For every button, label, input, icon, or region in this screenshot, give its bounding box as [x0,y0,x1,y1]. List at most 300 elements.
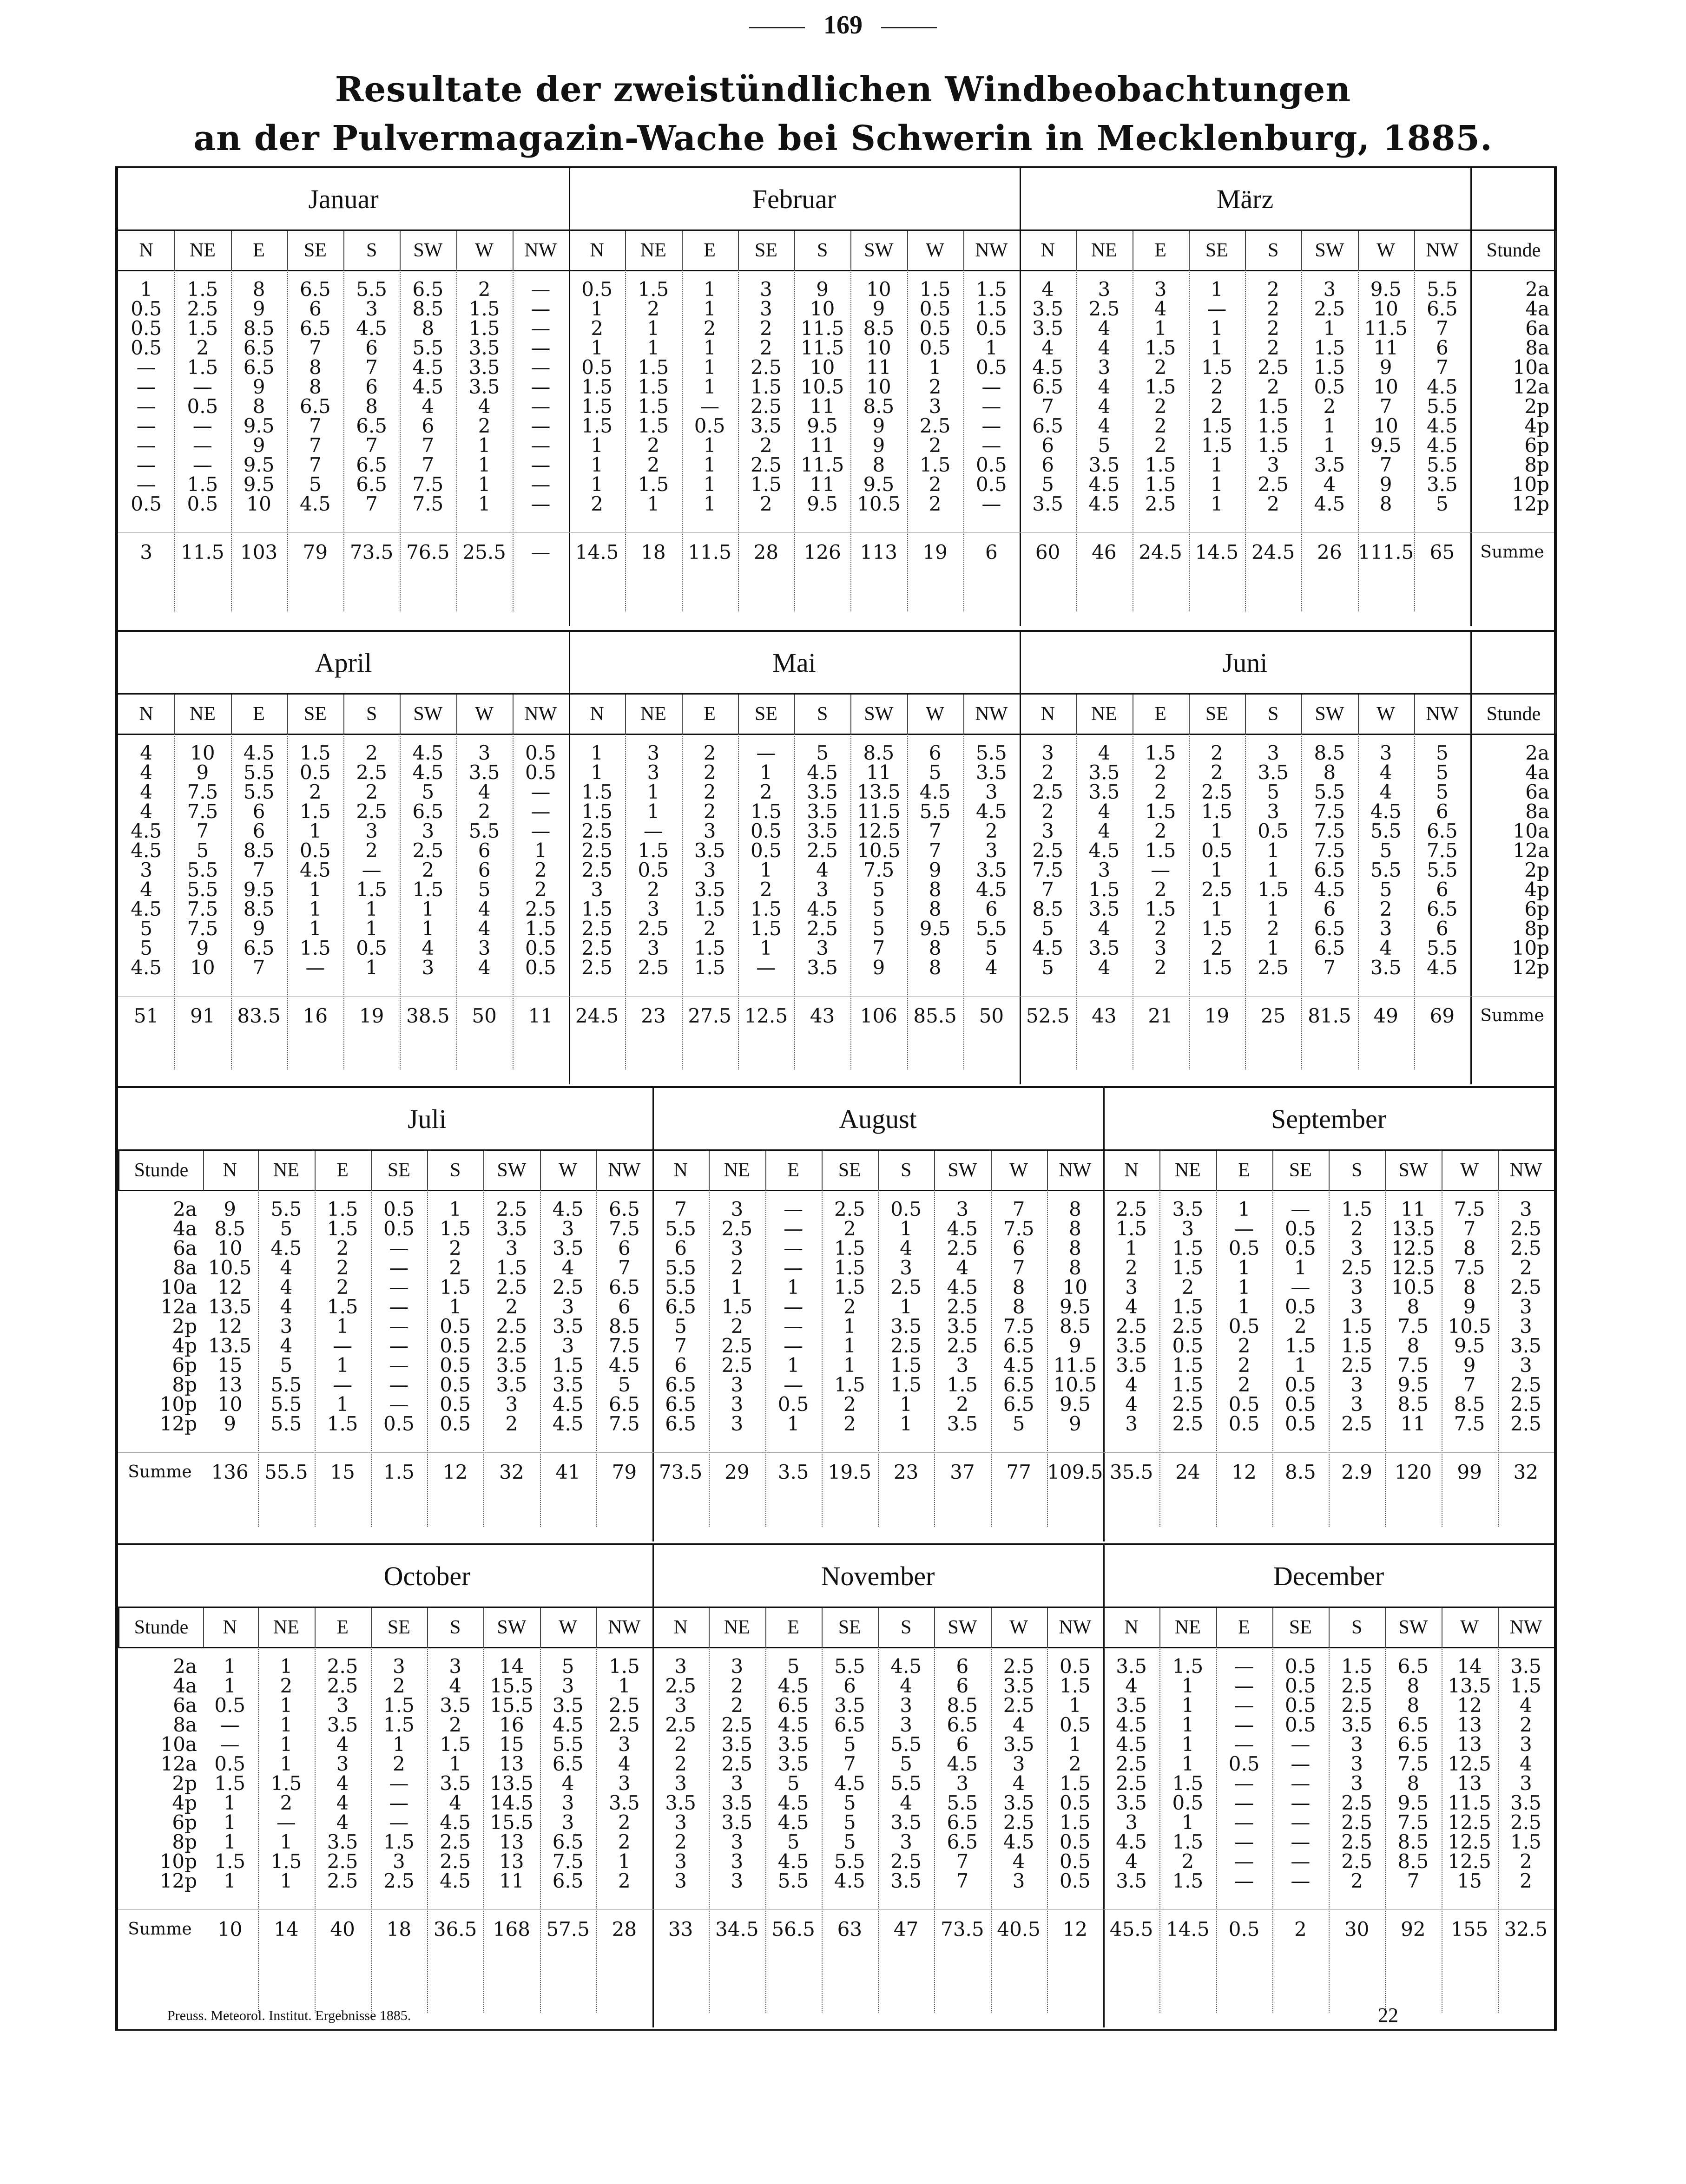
table-cell: 2.5 [581,937,613,959]
direction-header: W [456,231,514,270]
table-cell: 1.5 [750,800,782,823]
table-cell: 3.5 [1116,1655,1147,1678]
table-cell: 7 [365,434,378,457]
table-cell: 2.5 [383,1869,415,1892]
table-cell: 4 [1125,1373,1138,1396]
direction-header: SE [1189,231,1246,270]
table-cell: 3 [1520,1315,1532,1338]
table-cell: 6.5 [1426,297,1458,320]
table-cell: 4.5 [608,1354,640,1377]
page-subtitle: an der Pulvermagazin-Wache bei Schwerin in Mecklenburg, 1885. [193,118,1493,158]
table-cell: 4 [561,1256,574,1279]
table-cell: 2 [280,1791,293,1814]
table-cell: 1 [703,356,716,379]
direction-header: S [343,695,401,734]
table-cell: 1 [703,375,716,398]
table-cell: 1.5 [581,414,613,437]
table-cell: 2.5 [1510,1412,1541,1435]
table-cell: 4.5 [890,1655,922,1678]
sum-cell: 55.5 [264,1461,308,1483]
table-cell: 10 [866,336,891,359]
direction-header: SE [287,695,344,734]
table-cell: 0.5 [750,820,782,842]
table-cell: 5.5 [552,1733,584,1756]
table-cell: 3 [674,1869,687,1892]
table-cell: 9 [872,434,885,457]
table-cell: 2 [1267,278,1279,301]
table-cell: 3.5 [468,761,500,784]
direction-header: E [682,695,739,734]
table-cell: 1.5 [1145,473,1176,496]
table-cell: 5 [280,1217,293,1240]
table-cell: 4.5 [947,1217,978,1240]
sum-cell: 81.5 [1308,1004,1351,1027]
table-cell: 3.5 [496,1217,527,1240]
table-cell: 4.5 [1116,1713,1147,1736]
table-cell: — [136,414,156,437]
table-cell: 0.5 [1059,1850,1091,1873]
sum-cell: 32 [499,1461,524,1483]
table-cell: 7 [956,1869,969,1892]
direction-header: SW [1301,695,1358,734]
table-cell: 2 [1041,761,1054,784]
table-cell: 3 [591,878,603,901]
table-cell: 3 [1379,741,1392,764]
table-cell: 2.5 [1003,1655,1034,1678]
table-cell: 1 [478,453,491,476]
table-cell: 1.5 [1145,375,1176,398]
direction-header: NE [1076,695,1133,734]
sum-cell: 25.5 [462,541,506,564]
table-cell: 2.5 [1341,1811,1373,1834]
table-cell: 8.5 [947,1694,978,1717]
column-divider [1272,1646,1273,2013]
table-cell: 1.5 [1172,1869,1204,1892]
table-cell: 1.5 [552,1354,584,1377]
table-cell: — [362,859,382,881]
sum-row-divider [118,996,1554,997]
table-cell: 1.5 [440,1276,471,1299]
table-cell: 9 [872,297,885,320]
table-cell: 3 [365,297,378,320]
direction-header: NW [1414,231,1472,270]
table-cell: 1.5 [299,800,331,823]
table-cell: 1.5 [327,1198,358,1220]
direction-header: SE [371,1608,428,1647]
table-cell: 1.5 [327,1217,358,1240]
table-cell: 1 [449,1295,461,1318]
table-cell: 7.5 [1397,1315,1429,1338]
table-cell: 7 [1379,453,1392,476]
table-cell: — [1234,1772,1254,1795]
table-cell: 2.5 [638,956,669,979]
table-cell: 0.5 [525,937,556,959]
table-cell: 1 [449,1198,461,1220]
table-cell: — [136,356,156,379]
column-divider [1076,732,1077,1069]
table-cell: — [1234,1791,1254,1814]
table-cell: 10.5 [1448,1315,1491,1338]
table-cell: 8 [1407,1674,1420,1697]
column-divider [794,732,795,1069]
table-cell: 11.5 [800,336,844,359]
table-cell: 4 [280,1276,293,1299]
table-cell: 3 [1520,1295,1532,1318]
sum-cell: 32 [1513,1461,1539,1483]
table-cell: 10 [246,492,271,515]
table-cell: — [531,492,551,515]
table-cell: — [389,1237,409,1259]
table-cell: 4 [1125,1850,1138,1873]
table-cell: 6 [618,1295,631,1318]
table-cell: 1.5 [581,780,613,803]
stunde-header: Stunde [1470,695,1556,734]
table-cell: 6.5 [356,414,388,437]
table-cell: 2 [449,1713,461,1736]
table-cell: 1 [1238,1256,1251,1279]
table-cell: 6.5 [1397,1655,1429,1678]
direction-header: N [202,1608,259,1647]
hour-label: 6p [172,1354,197,1377]
table-cell: — [192,414,212,437]
table-cell: — [276,1811,296,1834]
table-cell: 6.5 [552,1830,584,1853]
table-cell: 4.5 [131,820,162,842]
table-cell: 1.5 [750,898,782,920]
table-cell: 0.5 [638,859,669,881]
table-cell: 8 [252,278,265,301]
column-divider [738,269,739,611]
table-cell: 4.5 [131,839,162,862]
table-cell: 1.5 [975,297,1007,320]
table-cell: 2 [336,1256,349,1279]
direction-header: E [765,1151,823,1190]
column-header-row [118,1149,1554,1191]
table-cell: 2 [1267,375,1279,398]
table-cell: 3.5 [975,761,1007,784]
table-cell: 4.5 [834,1772,865,1795]
table-cell: 0.5 [1228,1393,1260,1416]
table-cell: — [784,1295,803,1318]
table-cell: 3 [956,1198,969,1220]
table-cell: 3.5 [807,800,838,823]
table-cell: 4 [1154,297,1167,320]
table-cell: 4.5 [975,878,1007,901]
table-cell: 4.5 [777,1674,809,1697]
direction-header: N [652,1151,710,1190]
table-cell: 8 [1069,1237,1081,1259]
table-cell: 8.5 [243,898,275,920]
table-cell: 1 [1267,898,1279,920]
table-cell: 9.5 [1059,1295,1091,1318]
sum-cell: 0.5 [1228,1918,1260,1941]
table-cell: — [389,1393,409,1416]
table-cell: 5 [1379,878,1392,901]
column-divider [343,732,344,1069]
table-cell: 5.5 [412,336,444,359]
table-cell: 1.5 [187,473,218,496]
table-cell: 7 [422,453,435,476]
table-cell: 3 [900,1694,912,1717]
table-cell: 4.5 [807,761,838,784]
sum-cell: 30 [1344,1918,1370,1941]
table-cell: 2.5 [890,1276,922,1299]
table-cell: 2 [365,839,378,862]
table-cell: 2 [703,317,716,340]
table-cell: 7 [1407,1869,1420,1892]
hour-label: 8a [1525,336,1549,359]
table-cell: 1 [280,1869,293,1892]
table-cell: — [531,278,551,301]
direction-header: SE [1189,695,1246,734]
table-cell: 3 [816,937,829,959]
table-cell: 3.5 [552,1373,584,1396]
month-name: Mai [569,632,1021,693]
table-cell: 3 [956,1772,969,1795]
table-cell: 3.5 [1088,937,1120,959]
column-divider [907,732,908,1069]
table-cell: 4.5 [1314,492,1345,515]
table-cell: 5 [787,1772,800,1795]
table-cell: 2.5 [1341,1830,1373,1853]
hour-label: 12p [159,1412,197,1435]
table-cell: 5 [561,1655,574,1678]
month-name: Juni [1020,632,1472,693]
table-cell: 1 [703,297,716,320]
direction-header: NE [174,231,231,270]
table-cell: 9 [1379,356,1392,379]
sum-cell: 113 [860,541,897,564]
table-cell: 4.5 [1426,414,1458,437]
table-cell: 11 [866,356,891,379]
table-cell: 3.5 [468,356,500,379]
table-cell: 0.5 [299,839,331,862]
table-cell: 2.5 [1510,1276,1541,1299]
sum-cell: 92 [1401,1918,1426,1941]
table-cell: 1 [1238,1198,1251,1220]
table-cell: 2 [731,1315,744,1338]
table-cell: 0.5 [440,1354,471,1377]
table-cell: 1.5 [1172,1354,1204,1377]
table-cell: 8 [1069,1217,1081,1240]
table-cell: 5 [1041,956,1054,979]
sum-row-divider [118,532,1554,533]
table-cell: 1 [1181,1752,1194,1775]
table-cell: 6.5 [665,1412,697,1435]
table-cell: 7.5 [187,898,218,920]
table-cell: 3.5 [694,839,725,862]
table-cell: 10 [1062,1276,1088,1299]
table-cell: 2.5 [608,1713,640,1736]
table-cell: 7.5 [412,473,444,496]
table-cell: 4 [422,395,435,418]
column-divider [963,269,964,611]
table-cell: 1 [760,761,772,784]
column-divider [934,1646,935,2013]
table-cell: 3.5 [552,1237,584,1259]
table-cell: 3 [336,1752,349,1775]
table-cell: — [784,1237,803,1259]
table-cell: 3.5 [496,1373,527,1396]
table-cell: 6 [1041,434,1054,457]
table-cell: 1.5 [214,1850,246,1873]
direction-header: SE [1272,1151,1330,1190]
table-cell: 11.5 [800,453,844,476]
table-cell: 4 [900,1674,912,1697]
direction-header: S [794,695,851,734]
table-cell: 3.5 [1116,1334,1147,1357]
table-cell: 5 [1098,434,1111,457]
table-cell: 9 [1463,1354,1476,1377]
table-cell: 5.5 [270,1198,302,1220]
sum-cell: 19 [359,1004,384,1027]
sum-cell: 11.5 [688,541,731,564]
table-cell: 0.5 [1284,1295,1316,1318]
direction-header: S [427,1151,484,1190]
direction-header: NW [963,695,1021,734]
table-cell: 2.5 [552,1276,584,1299]
column-divider [231,732,232,1069]
hour-label: 12p [1512,492,1549,515]
hour-label: 8a [173,1713,197,1736]
table-cell: 6.5 [1003,1334,1034,1357]
table-cell: 6.5 [1314,937,1345,959]
table-cell: 5.5 [975,917,1007,940]
table-cell: 4 [280,1295,293,1318]
table-cell: 1 [703,336,716,359]
table-cell: 5 [1041,473,1054,496]
column-divider [1272,1188,1273,1527]
table-cell: 9 [1379,473,1392,496]
table-cell: 2.5 [1341,1674,1373,1697]
table-cell: 3 [731,1198,744,1220]
table-cell: 1 [985,336,998,359]
table-cell: 1.5 [187,278,218,301]
table-cell: 0.5 [1228,1412,1260,1435]
table-cell: 1 [365,917,378,940]
table-cell: — [389,1295,409,1318]
direction-header: N [118,695,175,734]
table-cell: 1 [449,1752,461,1775]
table-cell: 1.5 [525,917,556,940]
column-divider [596,1646,597,2013]
table-cell: 6.5 [299,317,331,340]
table-cell: 0.5 [1284,1655,1316,1678]
direction-header: NE [1159,1608,1217,1647]
sum-cell: 14.5 [1195,541,1239,564]
table-cell: 8 [1407,1295,1420,1318]
table-cell: 5 [1012,1412,1025,1435]
table-cell: 7 [309,453,322,476]
table-cell: 7.5 [1454,1198,1485,1220]
table-cell: 0.5 [187,395,218,418]
column-divider [287,269,288,611]
table-cell: 2 [760,434,772,457]
direction-header: N [652,1608,710,1647]
direction-header: NE [625,695,682,734]
table-cell: 2.5 [1258,473,1289,496]
table-cell: 3.5 [947,1412,978,1435]
table-cell: — [389,1791,409,1814]
table-cell: 5 [1041,917,1054,940]
table-cell: 3.5 [721,1791,753,1814]
table-cell: 2.5 [947,1295,978,1318]
table-cell: 4.5 [552,1393,584,1416]
table-cell: 6 [1012,1237,1025,1259]
table-cell: 4 [478,898,491,920]
table-cell: 0.5 [383,1412,415,1435]
table-cell: 0.5 [131,297,162,320]
sum-cell: 85.5 [913,1004,957,1027]
column-divider [1329,1646,1330,2013]
table-cell: 3 [900,1830,912,1853]
table-cell: 2 [674,1752,687,1775]
table-cell: 1 [843,1315,856,1338]
table-cell: 12.5 [1391,1237,1435,1259]
table-cell: 1.5 [1258,434,1289,457]
hour-label: 2a [173,1198,197,1220]
table-cell: 2.5 [890,1850,922,1873]
table-cell: 5 [985,937,998,959]
sum-cell: 24.5 [575,1004,619,1027]
table-cell: 3 [760,297,772,320]
table-cell: 1 [1323,414,1336,437]
table-cell: 12.5 [1391,1256,1435,1279]
sum-cell: 63 [837,1918,863,1941]
direction-header: W [1442,1608,1499,1647]
table-cell: 3.5 [1088,453,1120,476]
column-divider [1245,732,1246,1069]
direction-header: SE [822,1608,879,1647]
table-cell: — [389,1315,409,1338]
direction-header: S [1329,1608,1386,1647]
table-cell: 8 [929,878,942,901]
table-cell: 1.5 [299,741,331,764]
direction-header: N [569,695,626,734]
table-cell: 2 [929,375,942,398]
sum-cell: 45.5 [1109,1918,1153,1941]
table-cell: 13.5 [490,1772,533,1795]
table-cell: 3 [561,1811,574,1834]
hour-label: 2a [1525,741,1549,764]
column-divider [258,1188,259,1527]
table-cell: 3 [731,1655,744,1678]
table-cell: 3 [985,839,998,862]
table-cell: 3 [731,1237,744,1259]
sum-cell: 15 [330,1461,355,1483]
table-cell: 1.5 [1314,336,1345,359]
table-cell: 8 [252,395,265,418]
table-cell: 4.5 [1426,956,1458,979]
table-cell: 5 [1436,741,1449,764]
table-cell: 6 [1436,878,1449,901]
sum-cell: 50 [472,1004,497,1027]
table-cell: — [784,1256,803,1279]
table-cell: 4.5 [552,1198,584,1220]
table-cell: 0.5 [1172,1791,1204,1814]
column-divider [1301,269,1302,611]
month-band [118,168,1554,630]
table-cell: 4 [280,1256,293,1279]
table-cell: 13 [499,1830,524,1853]
column-divider [822,1188,823,1527]
table-cell: 6.5 [947,1830,978,1853]
table-cell: 0.5 [187,492,218,515]
table-cell: 4.5 [1314,878,1345,901]
table-cell: 2.5 [1341,1694,1373,1717]
table-cell: — [1234,1811,1254,1834]
column-divider [1047,1646,1048,2013]
